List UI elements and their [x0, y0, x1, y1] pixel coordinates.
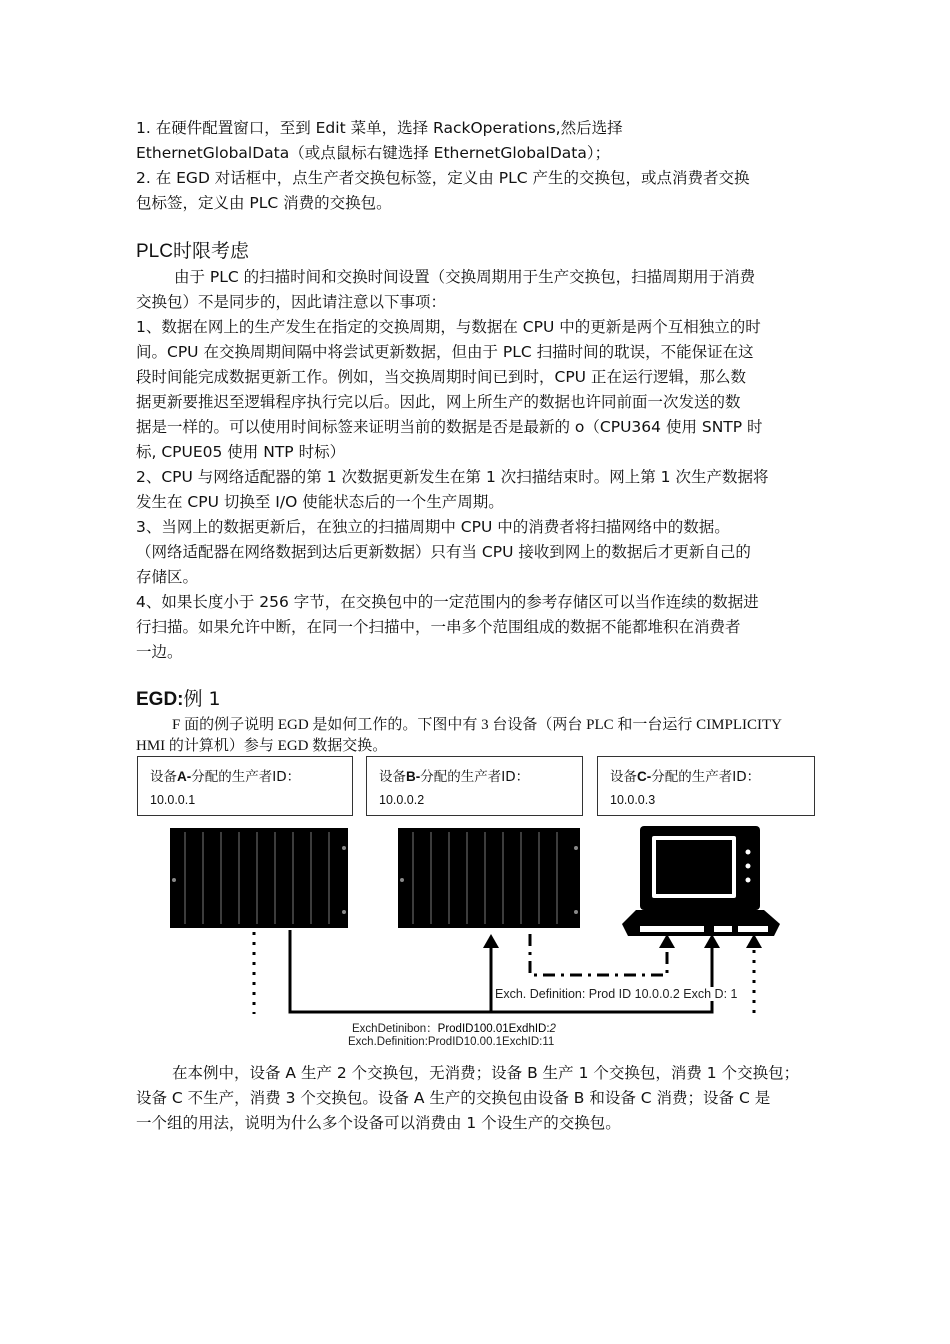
dashdot-exchange-line	[530, 934, 667, 975]
para-line: 据是一样的。可以使用时间标签来证明当前的数据是否是最新的 o（CPU364 使用 SNTP 时	[136, 418, 763, 436]
intro-line-4: 包标签，定义由 PLC 消费的交换包。	[136, 194, 392, 212]
device-c-ip: 10.0.0.3	[610, 793, 656, 807]
intro-line-2: EthernetGlobalData（或点鼠标右键选择 EthernetGlobalData）；	[136, 144, 611, 162]
device-a-title: 设备A-分配的生产者ID：	[150, 769, 301, 785]
heading-latin: EGD:	[136, 689, 184, 710]
para-line: 一边。	[136, 643, 183, 661]
dashdot-exchange-label: Exch. Definition: Prod ID 10.0.0.2 Exch D: 1	[495, 987, 738, 1001]
conclusion-line-3: 一个组的用法，说明为什么多个设备可以消费由 1 个设生产的交换包。	[136, 1114, 621, 1132]
para-line: 1、数据在网上的生产发生在指定的交换周期，与数据在 CPU 中的更新是两个互相独立的时	[136, 318, 761, 336]
computer-icon	[622, 826, 780, 936]
conclusion-line-1: 在本例中，设备 A 生产 2 个交换包，无消费；设备 B 生产 1 个交换包，消费 1 个交换包；	[172, 1064, 800, 1082]
heading-cn: 例 1	[183, 688, 221, 710]
para-line: 2、CPU 与网络适配器的第 1 次数据更新发生在第 1 次扫描结束时。网上第 1 次生产数据将	[136, 468, 769, 486]
arrow-up-c3	[746, 934, 762, 948]
para-line: 由于 PLC 的扫描时间和交换时间设置（交换周期用于生产交换包，扫描周期用于消费	[174, 268, 756, 286]
intro-line-1: 1. 在硬件配置窗口，至到 Edit 菜单，选择 RackOperations,然后选择	[136, 119, 623, 137]
example-line-1: F 面的例子说明 EGD 是如何工作的。下图中有 3 台设备（两台 PLC 和一台运行 CIMPLICITY	[172, 717, 783, 733]
device-b-ip: 10.0.0.2	[379, 793, 425, 807]
para-line: 3、当网上的数据更新后，在独立的扫描周期中 CPU 中的消费者将扫描网络中的数据。	[136, 518, 730, 536]
para-line: 段时间能完成数据更新工作。例如，当交换周期时间已到时，CPU 正在运行逻辑，那么数	[136, 368, 746, 386]
para-line: 发生在 CPU 切换至 I/O 使能状态后的一个生产周期。	[136, 493, 504, 511]
para-line: 据更新要推迟至逻辑程序执行完以后。因此，网上所生产的数据也许同前面一次发送的数	[136, 393, 741, 411]
plc-rack-b-icon	[398, 828, 580, 928]
heading-latin: PLC	[136, 241, 173, 262]
intro-line-3: 2. 在 EGD 对话框中，点生产者交换包标签，定义由 PLC 产生的交换包，或点消费者交换	[136, 169, 750, 187]
arrow-up-c2	[704, 934, 720, 948]
para-line: 4、如果长度小于 256 字节，在交换包中的一定范围内的参考存储区可以当作连续的数据进	[136, 593, 759, 611]
heading-cn: 时限考虑	[172, 240, 249, 262]
example-line-2: HMI 的计算机）参与 EGD 数据交换。	[136, 738, 388, 754]
para-line: 间。CPU 在交换周期间隔中将尝试更新数据，但由于 PLC 扫描时间的耽误，不能保证在这	[136, 343, 754, 361]
para-line: （网络适配器在网络数据到达后更新数据）只有当 CPU 接收到网上的数据后才更新自己的	[136, 543, 751, 561]
device-b-title: 设备B-分配的生产者ID：	[379, 769, 530, 785]
para-line: 标, CPUE05 使用 NTP 时标）	[136, 443, 346, 461]
device-c-title: 设备C-分配的生产者ID：	[610, 769, 761, 785]
arrow-up-b	[483, 934, 499, 948]
arrow-up-c1	[659, 934, 675, 948]
para-line: 交换包）不是同步的，因此请注意以下事项：	[136, 293, 447, 311]
plc-rack-a-icon	[170, 828, 348, 928]
para-line: 行扫描。如果允许中断，在同一个扫描中，一串多个范围组成的数据不能都堆积在消费者	[136, 618, 741, 636]
conclusion-line-2: 设备 C 不生产，消费 3 个交换包。设备 A 生产的交换包由设备 B 和设备 C 消费；设备 C 是	[136, 1089, 771, 1107]
para-line: 存储区。	[136, 568, 199, 586]
solid-exchange-label: ExchDetinibon：ProdID100.01ExdhID:2	[352, 1023, 556, 1035]
dotted-exchange-label: Exch.Definition:ProdID10.00.1ExchID:11	[348, 1036, 555, 1048]
device-a-ip: 10.0.0.1	[150, 793, 196, 807]
